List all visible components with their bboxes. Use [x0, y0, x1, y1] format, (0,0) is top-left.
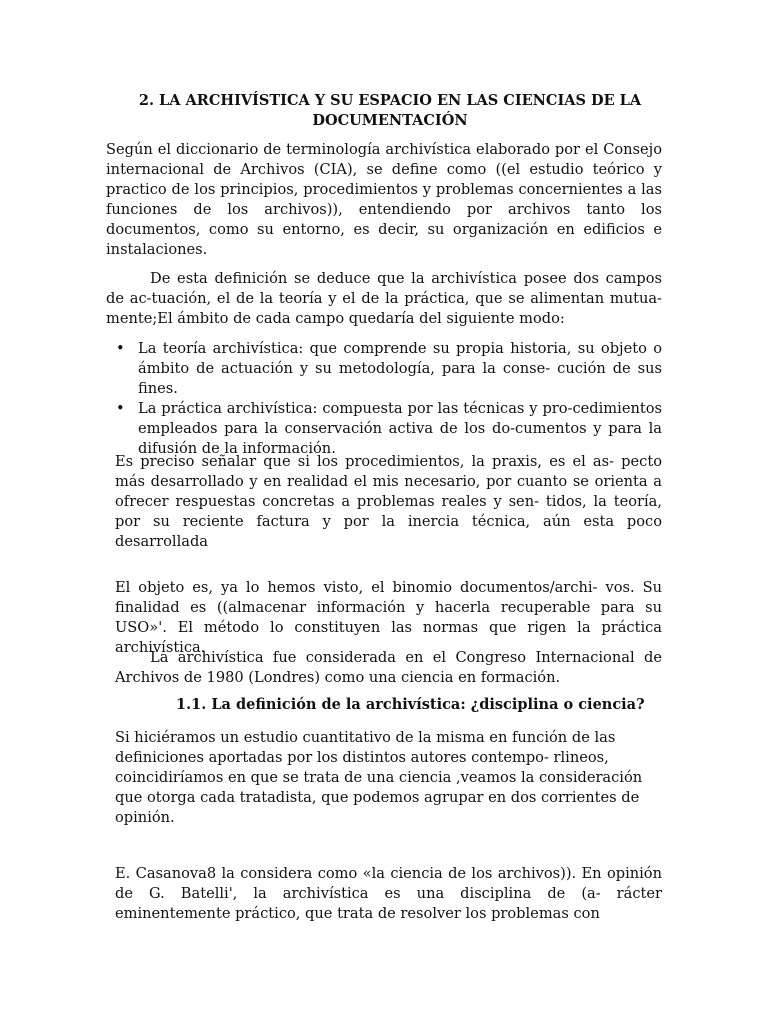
- paragraph-fields: De esta definición se deduce que la archivística posee dos campos de ac-tuación, el de la teoría y el de la práctica, que se alimentan mutua-mente;El ámbito de cada campo quedaría del siguiente modo:: [106, 270, 662, 327]
- paragraph-praxis: Es preciso señalar que si los procedimientos, la praxis, es el as- pecto más desarrollado y en realidad el mis necesario, por cuanto se orienta a ofrecer respuestas concretas a problemas reales y sen- tidos, la teoría, por su reciente factura y por la inercia técnica, aún esta poco desarrollada: [115, 453, 662, 550]
- list-item: [114, 399, 662, 459]
- paragraph-congress: La archivística fue considerada en el Congreso Internacional de Archivos de 1980 (Londres) como una ciencia en formación.: [115, 649, 662, 686]
- subsection-title: 1.1. La definición de la archivística: ¿disciplina o ciencia?: [176, 696, 645, 713]
- paragraph-object: El objeto es, ya lo hemos visto, el binomio documentos/archi- vos. Su finalidad es ((almacenar información y hacerla recuperable para su USO»'. El método lo constituyen las normas que rigen la práctica archivística.: [115, 579, 662, 656]
- bullet-list: [114, 339, 662, 459]
- list-item-text: La práctica archivística: compuesta por las técnicas y pro-cedimientos empleados para la conservación activa de los do-cumentos y para la difusión de la información.: [138, 400, 662, 457]
- list-item-text: La teoría archivística: que comprende su propia historia, su objeto o ámbito de actuación y su metodología, para la conse- cución de sus fines.: [138, 340, 662, 397]
- bullet-icon: •: [116, 340, 125, 357]
- bullet-icon: •: [116, 400, 125, 417]
- section-title: 2. LA ARCHIVÍSTICA Y SU ESPACIO EN LAS CIENCIAS DE LA DOCUMENTACIÓN: [138, 92, 642, 129]
- paragraph-casanova: E. Casanova8 la considera como «la ciencia de los archivos)). En opinión de G. Batelli', la archivística es una disciplina de (a- rácter eminentemente práctico, que trata de resolver los problemas con: [115, 865, 662, 922]
- paragraph-definition: Según el diccionario de terminología archivística elaborado por el Consejo internacional de Archivos (CIA), se define como ((el estudio teórico y practico de los principios, procedimientos y problemas concernientes a las funciones de los archivos)), entendiendo por archivos tanto los documentos, como su entorno, es decir, su organización en edificios e instalaciones.: [106, 141, 662, 258]
- list-item: [114, 339, 662, 399]
- paragraph-quantitative-study: Si hiciéramos un estudio cuantitativo de la misma en función de las definiciones aportadas por los distintos autores contempo- rlineos, coincidiríamos en que se trata de una ciencia ,veamos la consideración que otorga cada tratadista, que podemos agrupar en dos corrientes de opinión.: [115, 729, 643, 826]
